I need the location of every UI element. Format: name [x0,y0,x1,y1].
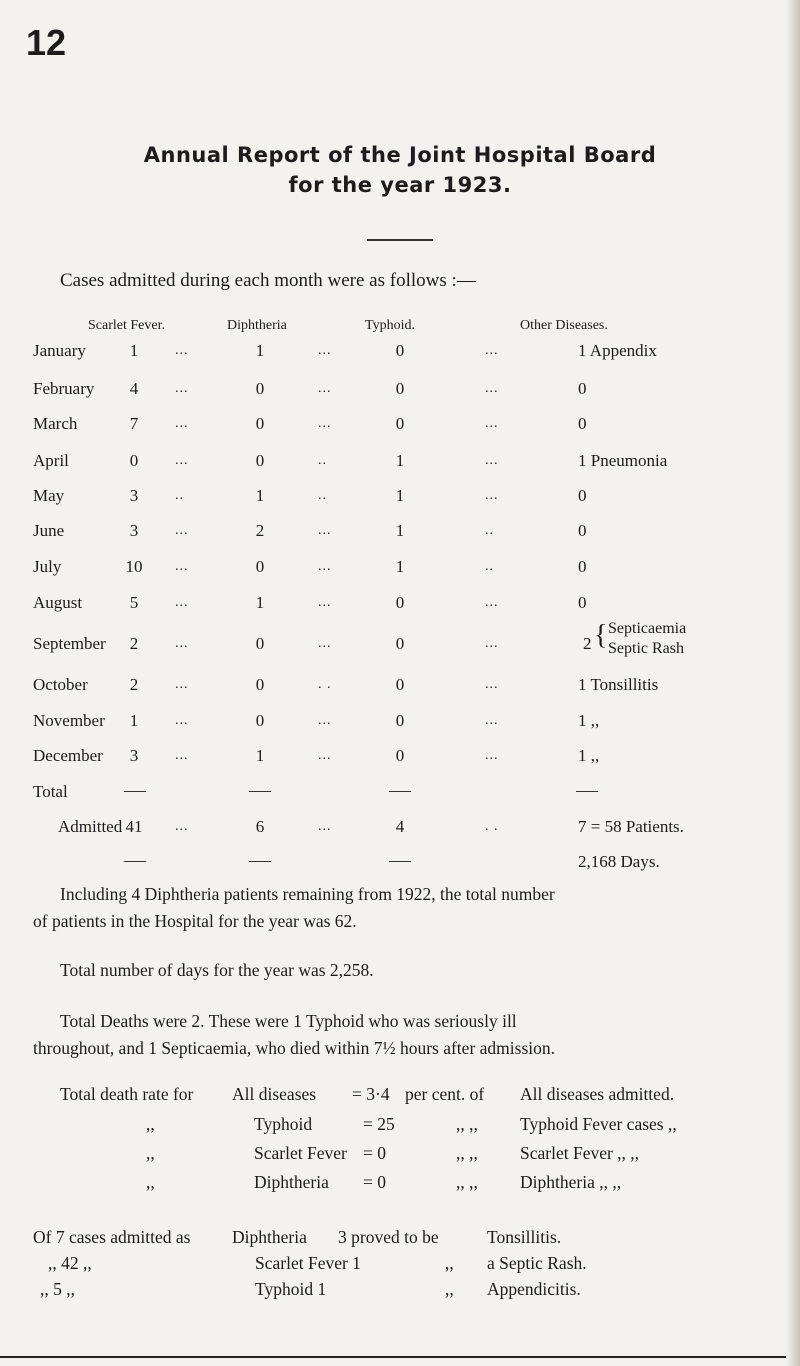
outcome-cases: ,, 42 ,, [48,1253,92,1273]
total-rule [572,782,602,800]
month-label: May [33,486,65,505]
days-rule [385,852,415,870]
other-diseases-count: 1 Pneumonia [578,451,668,470]
dot-leader: ... [485,453,499,468]
diphtheria-count: 1 [255,341,265,360]
other-diseases-count: 1 ,, [578,746,600,765]
typhoid-count: 0 [395,379,405,398]
other-diseases-count: 1 Tonsillitis [578,675,659,694]
dot-leader: ... [175,748,189,763]
diphtheria-count: 2 [255,521,265,540]
paragraph-total-days: Total number of days for the year was 2,258. [60,960,374,980]
dot-leader: .. [485,523,494,538]
page-number: 12 [26,22,67,63]
month-label: November [33,711,105,730]
diphtheria-count: 1 [255,746,265,765]
dot-leader: ... [318,595,332,610]
paragraph-total-patients-line-2: of patients in the Hospital for the year was 62. [33,911,357,931]
dot-leader: ... [175,636,189,651]
typhoid-count: 1 [395,451,405,470]
total-rule [120,782,150,800]
dot-leader: ... [175,595,189,610]
diphtheria-count: 0 [255,711,265,730]
death-rate-base: Scarlet Fever ,, ,, [520,1143,640,1163]
outcome-cases: ,, 5 ,, [40,1279,75,1299]
other-diseases-count: 0 [578,379,587,398]
other-diseases-count: 0 [578,414,587,433]
other-diseases-count: 0 [578,593,587,612]
scarlet-fever-count: 0 [129,451,139,470]
dot-leader: ... [318,523,332,538]
death-rate-disease: Typhoid [254,1114,313,1134]
diphtheria-count: 0 [255,414,265,433]
other-disease-septicaemia: Septicaemia [608,620,687,637]
death-rate-unit: ,, ,, [456,1114,478,1134]
dot-leader: ... [175,677,189,692]
brace-glyph: { [594,620,608,651]
dot-leader: .. [318,488,327,503]
title-divider [367,239,433,241]
dot-leader: ... [318,748,332,763]
outcome-diagnosis: Tonsillitis. [487,1227,562,1247]
death-rate-value: = 0 [363,1143,386,1163]
header-diphtheria: Diphtheria [227,318,287,333]
total-rule [385,782,415,800]
ditto-mark: ,, [146,1114,155,1134]
scarlet-fever-count: 5 [129,593,139,612]
total-days: 2,168 Days. [578,852,660,871]
other-diseases-count: 0 [578,557,587,576]
outcome-proved: 3 proved to be [338,1227,439,1247]
admitted-label: Admitted [58,817,123,836]
paragraph-total-deaths-line-2: throughout, and 1 Septicaemia, who died within 7½ hours after admission. [33,1038,555,1058]
outcome-admitted-as: Diphtheria [232,1227,307,1247]
dot-leader: ... [318,343,332,358]
outcome-cases: Of 7 cases admitted as [33,1227,191,1247]
admitted-diphtheria: 6 [255,817,265,836]
other-disease-septic-rash: Septic Rash [608,640,684,657]
death-rate-disease: All diseases [232,1084,317,1104]
paragraph-total-deaths-line-1: Total Deaths were 2. These were 1 Typhoid who was seriously ill [60,1011,517,1031]
typhoid-count: 1 [395,486,405,505]
death-rate-unit: ,, ,, [456,1172,478,1192]
scarlet-fever-count: 10 [125,557,143,576]
month-label: October [33,675,88,694]
scarlet-fever-count: 1 [129,711,139,730]
death-rate-disease: Diphtheria [254,1172,329,1192]
dot-leader: ... [175,343,189,358]
typhoid-count: 0 [395,414,405,433]
outcome-diagnosis: a Septic Rash. [487,1253,587,1273]
typhoid-count: 0 [395,746,405,765]
dot-leader: ... [318,416,332,431]
death-rate-base: All diseases admitted. [520,1084,675,1104]
death-rate-disease: Scarlet Fever [254,1143,347,1163]
ditto-mark: ,, [146,1143,155,1163]
ditto-mark: ,, [146,1172,155,1192]
month-label: January [33,341,86,360]
typhoid-count: 0 [395,711,405,730]
dot-leader: ... [175,416,189,431]
outcome-proved: ,, [445,1279,454,1299]
scarlet-fever-count: 4 [129,379,139,398]
death-rate-unit: ,, ,, [456,1143,478,1163]
typhoid-count: 0 [395,341,405,360]
outcome-diagnosis: Appendicitis. [487,1279,581,1299]
header-typhoid: Typhoid. [365,318,415,333]
dot-leader: . . [318,677,332,692]
dot-leader: .. [175,488,184,503]
month-label: December [33,746,103,765]
dot-leader: ... [175,713,189,728]
dot-leader: ... [485,381,499,396]
dot-leader: ... [318,819,332,834]
month-label: April [33,451,69,470]
dot-leader: ... [175,453,189,468]
dot-leader: ... [485,636,499,651]
death-rate-value: = 3·4 [352,1084,390,1104]
page-edge-shadow [786,0,800,1366]
other-diseases-count: 2 [583,634,592,653]
dot-leader: ... [175,819,189,834]
header-scarlet-fever: Scarlet Fever. [88,318,165,333]
total-label: Total [33,782,68,801]
month-label: August [33,593,83,612]
total-rule [245,782,275,800]
admitted-scarlet-fever: 41 [125,817,143,836]
dot-leader: ... [175,381,189,396]
dot-leader: . . [485,819,499,834]
scarlet-fever-count: 7 [129,414,139,433]
other-diseases-count: 1 ,, [578,711,600,730]
scarlet-fever-count: 1 [129,341,139,360]
outcome-admitted-as: Typhoid 1 [255,1279,327,1299]
dot-leader: ... [485,343,499,358]
other-diseases-count: 1 Appendix [578,341,657,360]
other-diseases-count: 0 [578,521,587,540]
month-label: September [33,634,106,653]
dot-leader: ... [318,381,332,396]
days-rule [245,852,275,870]
diphtheria-count: 0 [255,675,265,694]
month-label: March [33,414,78,433]
dot-leader: ... [318,559,332,574]
admitted-typhoid: 4 [395,817,405,836]
month-label: July [33,557,62,576]
dot-leader: .. [485,559,494,574]
dot-leader: ... [485,595,499,610]
dot-leader: ... [318,636,332,651]
dot-leader: ... [485,748,499,763]
header-other-diseases: Other Diseases. [520,318,608,333]
intro-text: Cases admitted during each month were as follows :— [60,270,476,291]
dot-leader: ... [318,713,332,728]
death-rate-value: = 25 [363,1114,395,1134]
month-label: June [33,521,65,540]
report-title-line-1: Annual Report of the Joint Hospital Board [143,143,657,167]
dot-leader: ... [485,488,499,503]
typhoid-count: 0 [395,634,405,653]
scarlet-fever-count: 2 [129,675,139,694]
dot-leader: ... [175,523,189,538]
diphtheria-count: 1 [255,593,265,612]
death-rate-base: Diphtheria ,, ,, [520,1172,622,1192]
diphtheria-count: 0 [255,557,265,576]
scarlet-fever-count: 2 [129,634,139,653]
days-rule [120,852,150,870]
typhoid-count: 0 [395,675,405,694]
scarlet-fever-count: 3 [129,746,139,765]
admitted-other-total: 7 = 58 Patients. [578,817,684,836]
typhoid-count: 0 [395,593,405,612]
dot-leader: ... [175,559,189,574]
report-title-line-2: for the year 1923. [288,173,512,197]
diphtheria-count: 0 [255,634,265,653]
paragraph-total-patients-line-1: Including 4 Diphtheria patients remaining from 1922, the total number [60,884,555,904]
other-diseases-count: 0 [578,486,587,505]
typhoid-count: 1 [395,557,405,576]
outcome-admitted-as: Scarlet Fever 1 [255,1253,361,1273]
outcome-proved: ,, [445,1253,454,1273]
death-rate-base: Typhoid Fever cases ,, [520,1114,677,1134]
dot-leader: ... [485,713,499,728]
diphtheria-count: 0 [255,451,265,470]
dot-leader: ... [485,677,499,692]
scarlet-fever-count: 3 [129,521,139,540]
scarlet-fever-count: 3 [129,486,139,505]
diphtheria-count: 1 [255,486,265,505]
bottom-page-edge [0,1356,800,1358]
dot-leader: ... [485,416,499,431]
month-label: February [33,379,95,398]
dot-leader: .. [318,453,327,468]
diphtheria-count: 0 [255,379,265,398]
death-rate-lead: Total death rate for [60,1084,194,1104]
typhoid-count: 1 [395,521,405,540]
death-rate-value: = 0 [363,1172,386,1192]
death-rate-unit: per cent. of [405,1084,485,1104]
